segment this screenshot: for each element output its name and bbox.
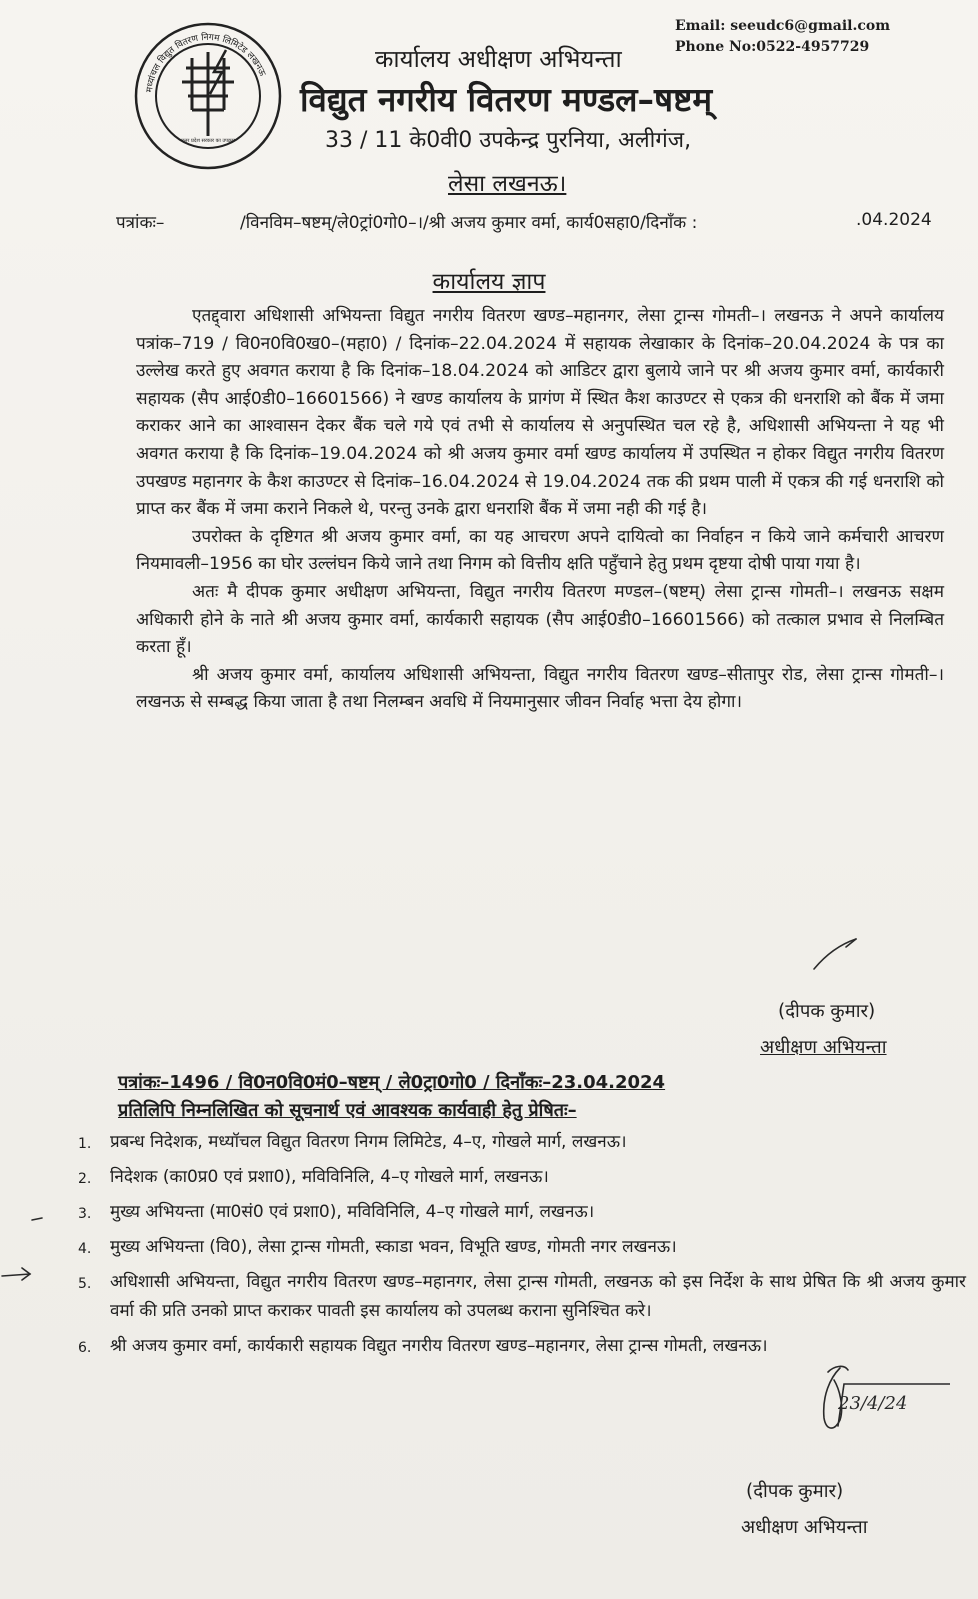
list-text: मुख्य अभियन्ता (मा0सं0 एवं प्रशा0), मविविनिलि, 4–ए गोखले मार्ग, लखनऊ। bbox=[110, 1202, 595, 1222]
list-number: 2. bbox=[78, 1171, 92, 1187]
list-number: 6. bbox=[78, 1340, 92, 1356]
reference-label: पत्रांकः– bbox=[116, 213, 165, 233]
list-number: 3. bbox=[78, 1206, 92, 1222]
svg-text:उत्तर प्रदेश सरकार का उपक्रम: उत्तर प्रदेश सरकार का उपक्रम bbox=[181, 138, 235, 144]
signatory-name: (दीपक कुमार) bbox=[778, 1001, 876, 1022]
logo bbox=[130, 18, 286, 174]
recipient-list bbox=[66, 1128, 966, 1367]
memo-title: कार्यालय ज्ञाप bbox=[432, 269, 546, 295]
list-number: 5. bbox=[78, 1276, 92, 1292]
list-text: श्री अजय कुमार वर्मा, कार्यकारी सहायक विद्युत नगरीय वितरण खण्ड–महानगर, लेसा ट्रान्स गोमती, लखनऊ। bbox=[110, 1336, 768, 1356]
list-item bbox=[66, 1163, 966, 1192]
signatory-designation: अधीक्षण अभियन्ता bbox=[760, 1037, 887, 1058]
list-text: मुख्य अभियन्ता (वि0), लेसा ट्रान्स गोमती, स्काडा भवन, विभूति खण्ड, गोमती नगर लखनऊ। bbox=[110, 1237, 677, 1257]
list-text: अधिशासी अभियन्ता, विद्युत नगरीय वितरण खण्ड–महानगर, लेसा ट्रान्स गोमती, लखनऊ को इस निर्देश के साथ प्रेषित कि श्री अजय कुमार वर्मा की प्रति उनको प्राप्त कराकर पावती इस कार्यालय को उपलब्ध कराना सुनिश्चित करे। bbox=[110, 1272, 966, 1321]
handwritten-date: 23/4/24 bbox=[838, 1393, 908, 1414]
margin-arrow-mark bbox=[0, 1262, 40, 1292]
substation-heading: 33 / 11 के0वी0 उपकेन्द्र पुरनिया, अलीगंज, bbox=[325, 128, 692, 153]
svg-text:मध्यांचल विद्युत वितरण निगम लि: मध्यांचल विद्युत वितरण निगम लिमिटेड लखनऊ bbox=[145, 32, 268, 93]
city-heading: लेसा लखनऊ। bbox=[448, 171, 567, 197]
list-number: 1. bbox=[78, 1136, 92, 1152]
paragraph: श्री अजय कुमार वर्मा, कार्यालय अधिशासी अभियन्ता, विद्युत नगरीय वितरण खण्ड–सीतापुर रोड, लेसा ट्रान्स गोमती–। लखनऊ से सम्बद्ध किया जाता है तथा निलम्बन अवधि में नियमानुसार जीवन निर्वाह भत्ता देय होगा। bbox=[136, 664, 944, 713]
paragraph: अतः मै दीपक कुमार अधीक्षण अभियन्ता, विद्युत नगरीय वितरण मण्डल–(षष्टम्) लेसा ट्रान्स गोमती–। लखनऊ सक्षम अधिकारी होने के नाते श्री अजय कुमार वर्मा, कार्यकारी सहायक (सैप आई0डी0–16601566) को तत्काल प्रभाव से निलम्बित करता हूँ। bbox=[136, 581, 944, 658]
dispatch-reference: पत्रांकः–1496 / वि0न0वि0मं0–षष्टम् / ले0ट्रा0गो0 / दिनाँकः–23.04.2024 bbox=[118, 1072, 666, 1093]
phone-text: Phone No:0522-4957729 bbox=[675, 39, 870, 55]
memo-body bbox=[136, 303, 944, 717]
signatory-designation-bottom: अधीक्षण अभियन्ता bbox=[741, 1517, 868, 1538]
list-item bbox=[66, 1268, 966, 1326]
paragraph: उपरोक्त के दृष्टिगत श्री अजय कुमार वर्मा, का यह आचरण अपने दायित्वो का निर्वाहन न किये जाने कर्मचारी आचरण नियमावली–1956 का घोर उल्लंघन किये जाने तथा निगम को वित्तीय क्षति पहुँचाने हेतु प्रथम दृष्टया दोषी पाया गया है। bbox=[136, 526, 944, 575]
paragraph: एतद्द्वारा अधिशासी अभियन्ता विद्युत नगरीय वितरण खण्ड–महानगर, लेसा ट्रान्स गोमती–। लखनऊ ने अपने कार्यालय पत्रांक–719 / वि0न0वि0ख0–(महा0) / दिनांक–22.04.2024 में सहायक लेखाकार के दिनांक–20.04.2024 के पत्र का उल्लेख करते हुए अवगत कराया है कि दिनांक–18.04.2024 को आडिटर द्वारा बुलाये जाने पर श्री अजय कुमार वर्मा, कार्यकारी सहायक (सैप आई0डी0–16601566) ने खण्ड कार्यालय के प्रागंण में स्थित कैश काउण्टर से एकत्र की धनराशि को बैंक में जमा कराकर आने का आश्वासन देकर बैंक चले गये एवं तभी से कार्यालय से अनुपस्थित चल रहे है, अधिशासी अभियन्ता ने यह भी अवगत कराया है कि दिनांक–19.04.2024 को श्री अजय कुमार वर्मा खण्ड कार्यालय में उपस्थित न होकर विद्युत नगरीय वितरण उपखण्ड महानगर के कैश काउण्टर से दिनांक–16.04.2024 से 19.04.2024 तक की प्रथम पाली में एकत्र की गई धनराशि को प्राप्त कर बैंक में जमा कराने निकले थे, परन्तु उनके द्वारा धनराशि बैंक में जमा नही की गई है। bbox=[136, 306, 944, 520]
list-item bbox=[66, 1198, 966, 1227]
list-text: प्रबन्ध निदेशक, मध्यॉचल विद्युत वितरण निगम लिमिटेड, 4–ए, गोखले मार्ग, लखनऊ। bbox=[110, 1132, 627, 1152]
list-item bbox=[66, 1233, 966, 1262]
office-heading: कार्यालय अधीक्षण अभियन्ता bbox=[375, 45, 622, 73]
circle-heading: विद्युत नगरीय वितरण मण्डल–षष्टम् bbox=[300, 80, 713, 119]
copy-heading: प्रतिलिपि निम्नलिखित को सूचनार्थ एवं आवश्यक कार्यवाही हेतु प्रेषितः– bbox=[118, 1100, 577, 1121]
list-number: 4. bbox=[78, 1241, 92, 1257]
signature-mark bbox=[810, 935, 860, 975]
margin-tick-mark bbox=[28, 1210, 48, 1230]
list-item bbox=[66, 1332, 966, 1361]
signatory-name-bottom: (दीपक कुमार) bbox=[746, 1481, 844, 1502]
reference-code: /विनविम–षष्टम्/ले0ट्रां0गो0–।/श्री अजय कुमार वर्मा, कार्य0सहा0/दिनाँक : bbox=[240, 213, 698, 233]
reference-date: .04.2024 bbox=[856, 210, 932, 230]
utility-emblem-icon bbox=[130, 18, 286, 174]
list-text: निदेशक (का0प्र0 एवं प्रशा0), मविविनिलि, 4–ए गोखले मार्ग, लखनऊ। bbox=[110, 1167, 549, 1187]
contact-block bbox=[675, 16, 890, 58]
list-item bbox=[66, 1128, 966, 1157]
email-text: Email: seeudc6@gmail.com bbox=[675, 18, 891, 34]
